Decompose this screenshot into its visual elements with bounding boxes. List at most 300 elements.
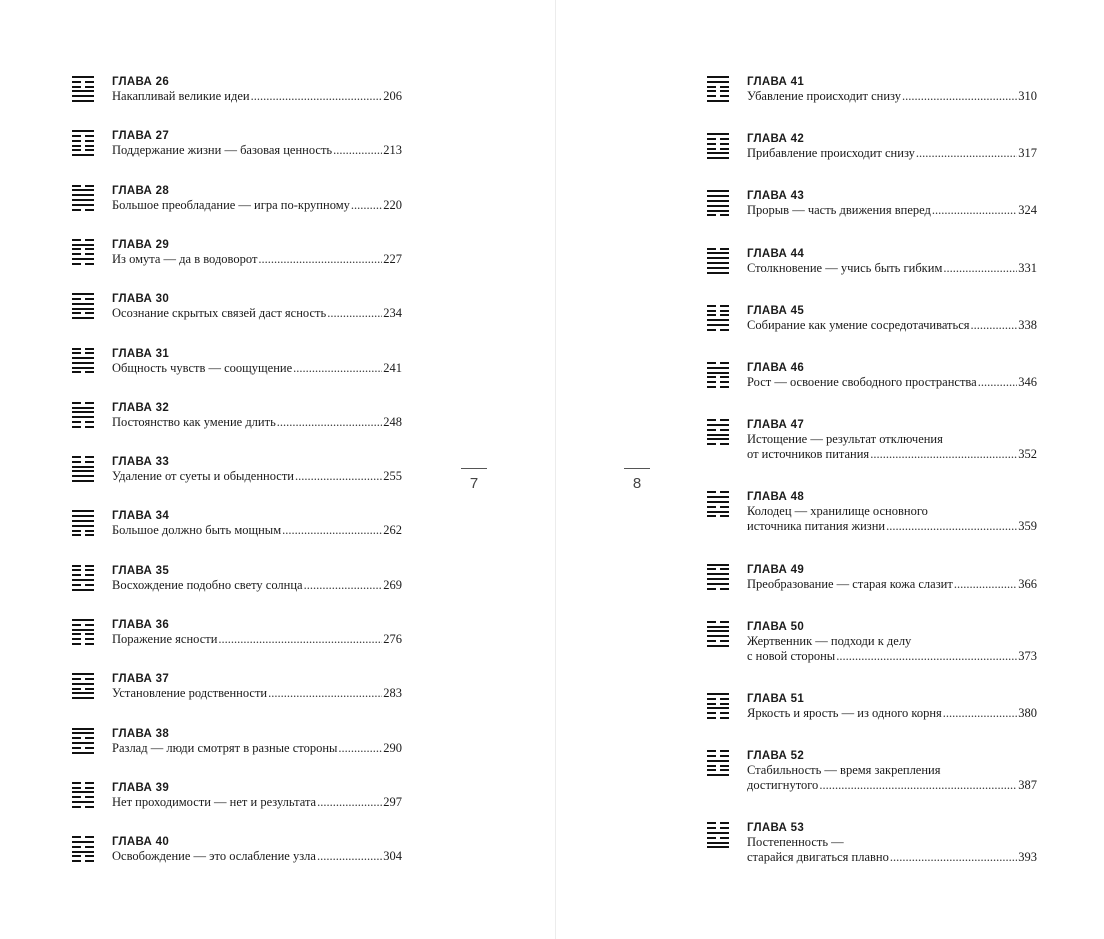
hexagram-icon (72, 456, 94, 482)
dot-leader (351, 198, 382, 213)
broken-line (707, 429, 729, 431)
chapter-title-row (112, 89, 402, 104)
entry-text (747, 247, 1037, 276)
hexagram-icon (707, 305, 729, 331)
hexagram-icon (72, 402, 94, 428)
hexagram-icon (72, 510, 94, 536)
solid-line (707, 564, 729, 566)
dot-leader (943, 706, 1017, 721)
broken-line (72, 140, 94, 142)
broken-line (72, 855, 94, 857)
solid-line (72, 589, 94, 591)
page-number: 387 (1018, 778, 1037, 793)
solid-line (72, 303, 94, 305)
page-number: 255 (383, 469, 402, 484)
page-number: 234 (383, 306, 402, 321)
broken-line (707, 386, 729, 388)
dot-leader (333, 143, 382, 158)
solid-line (707, 434, 729, 436)
hexagram-icon (72, 673, 94, 699)
chapter-title: Восхождение подобно свету солнца (112, 577, 303, 592)
solid-line (707, 81, 729, 83)
solid-line (72, 732, 94, 734)
dot-leader (327, 306, 382, 321)
broken-line (707, 381, 729, 383)
folio-rule (461, 468, 487, 469)
solid-line (707, 76, 729, 78)
broken-line (72, 149, 94, 151)
solid-line (72, 244, 94, 246)
chapter-title: Большое преобладание — игра по-крупному (112, 197, 350, 212)
chapter-label: ГЛАВА 33 (112, 456, 170, 469)
broken-line (707, 621, 729, 623)
chapter-label: ГЛАВА 37 (112, 673, 170, 686)
chapter-label: ГЛАВА 28 (112, 184, 170, 197)
solid-line (72, 199, 94, 201)
broken-line (72, 796, 94, 798)
broken-line (707, 362, 729, 364)
chapter-title-row (112, 252, 402, 267)
broken-line (707, 248, 729, 250)
chapter-label: ГЛАВА 41 (747, 76, 805, 88)
chapter-title-row (747, 447, 1037, 462)
entry-text (112, 184, 402, 213)
dot-leader (978, 375, 1018, 390)
broken-line (707, 717, 729, 719)
broken-line (707, 491, 729, 493)
broken-line (707, 148, 729, 150)
hexagram-icon (707, 822, 729, 848)
solid-line (707, 195, 729, 197)
entry-text (112, 618, 402, 647)
solid-line (72, 194, 94, 196)
hexagram-icon (707, 564, 729, 590)
broken-line (707, 86, 729, 88)
solid-line (72, 470, 94, 472)
chapter-label: ГЛАВА 53 (747, 822, 805, 835)
chapter-title: Поражение ясности (112, 632, 218, 646)
solid-line (72, 416, 94, 418)
chapter-title-row (112, 523, 402, 538)
broken-line (707, 314, 729, 316)
page-number: 324 (1018, 203, 1037, 218)
broken-line (72, 312, 94, 314)
solid-line (707, 501, 729, 503)
chapter-label: ГЛАВА 29 (112, 238, 170, 251)
broken-line (707, 822, 729, 824)
chapter-title-row (112, 143, 402, 158)
solid-line (72, 579, 94, 581)
broken-line (707, 698, 729, 700)
dot-leader (886, 519, 1017, 534)
folio-rule (624, 468, 650, 469)
solid-line (72, 293, 94, 295)
broken-line (707, 750, 729, 752)
chapter-title: Яркость и ярость — из одного корня (747, 706, 942, 720)
dot-leader (295, 469, 382, 484)
solid-line (72, 258, 94, 260)
broken-line (707, 827, 729, 829)
broken-line (72, 806, 94, 808)
left-page-folio (461, 468, 487, 492)
entry-text (112, 292, 402, 321)
solid-line (72, 466, 94, 468)
solid-line (72, 619, 94, 621)
chapter-title-row (747, 649, 1037, 664)
dot-leader (338, 741, 382, 756)
chapter-title-row (747, 519, 1037, 534)
broken-line (72, 624, 94, 626)
broken-line (72, 402, 94, 404)
page-number: 304 (383, 849, 402, 864)
hexagram-icon (707, 190, 729, 216)
hexagram-icon (72, 728, 94, 754)
broken-line (72, 239, 94, 241)
chapter-title-row (747, 375, 1037, 390)
solid-line (707, 842, 729, 844)
broken-line (707, 90, 729, 92)
chapter-title-row (112, 415, 402, 430)
page-number: 346 (1018, 375, 1037, 389)
broken-line (707, 640, 729, 642)
hexagram-icon (72, 348, 94, 374)
chapter-label: ГЛАВА 47 (747, 419, 805, 432)
chapter-label: ГЛАВА 40 (112, 836, 170, 849)
broken-line (72, 135, 94, 137)
entry-text (112, 672, 402, 701)
entry-text (747, 821, 1037, 865)
broken-line (707, 443, 729, 445)
broken-line (72, 248, 94, 250)
broken-line (72, 426, 94, 428)
broken-line (707, 765, 729, 767)
solid-line (707, 190, 729, 192)
broken-line (72, 860, 94, 862)
solid-line (72, 841, 94, 843)
chapter-title: Большое должно быть мощным (112, 523, 282, 538)
hexagram-icon (72, 565, 94, 591)
broken-line (72, 565, 94, 567)
chapter-title-row (112, 686, 402, 701)
hexagram-icon (72, 130, 94, 156)
chapter-title-row (112, 578, 402, 593)
solid-line (707, 257, 729, 259)
dot-leader (943, 261, 1017, 276)
solid-line (707, 210, 729, 212)
chapter-title-row (747, 778, 1037, 793)
solid-line (72, 189, 94, 191)
solid-line (72, 411, 94, 413)
dot-leader (317, 795, 382, 810)
broken-line (72, 145, 94, 147)
chapter-title-row (747, 706, 1037, 721)
entry-text (112, 238, 402, 267)
chapter-title: Собирание как умение сосредотачиваться (747, 317, 970, 332)
chapter-label: ГЛАВА 32 (112, 401, 170, 414)
broken-line (707, 376, 729, 378)
solid-line (72, 728, 94, 730)
page-number: 317 (1018, 146, 1037, 161)
broken-line (72, 574, 94, 576)
chapter-label: ГЛАВА 46 (747, 362, 805, 374)
broken-line (72, 569, 94, 571)
solid-line (72, 100, 94, 102)
solid-line (72, 475, 94, 477)
chapter-title: Разлад — люди смотрят в разные стороны (112, 740, 338, 755)
chapter-label: ГЛАВА 42 (747, 133, 805, 146)
page-number: 241 (383, 360, 402, 375)
hexagram-icon (707, 248, 729, 274)
solid-line (72, 154, 94, 156)
chapter-title: Нет проходимости — нет и результата (112, 794, 317, 809)
solid-line (707, 511, 729, 513)
entry-text (747, 304, 1037, 333)
solid-line (72, 791, 94, 793)
solid-line (72, 510, 94, 512)
solid-line (707, 367, 729, 369)
broken-line (707, 310, 729, 312)
broken-line (707, 419, 729, 421)
right-page-number: 8 (632, 475, 642, 492)
solid-line (72, 752, 94, 754)
solid-line (707, 372, 729, 374)
solid-line (72, 130, 94, 132)
page-number: 352 (1018, 447, 1037, 462)
dot-leader (836, 649, 1017, 664)
solid-line (707, 693, 729, 695)
chapter-title: Рост — освоение свободного пространства (747, 375, 977, 389)
chapter-label: ГЛАВА 45 (747, 304, 805, 317)
solid-line (72, 90, 94, 92)
broken-line (707, 755, 729, 757)
solid-line (72, 317, 94, 319)
page-number: 373 (1018, 648, 1037, 663)
solid-line (707, 267, 729, 269)
broken-line (707, 703, 729, 705)
broken-line (72, 584, 94, 586)
page-number: 227 (383, 251, 402, 266)
page-number: 283 (383, 686, 402, 701)
broken-line (72, 747, 94, 749)
hexagram-icon (707, 419, 729, 445)
chapter-title: Из омута — да в водоворот (112, 251, 258, 266)
solid-line (707, 578, 729, 580)
hexagram-icon (72, 619, 94, 645)
chapter-title: Установление родственности (112, 686, 268, 701)
solid-line (707, 832, 729, 834)
chapter-title-line: Постепенность — (747, 835, 844, 850)
solid-line (707, 573, 729, 575)
broken-line (707, 506, 729, 508)
dot-leader (277, 415, 382, 430)
dot-leader (819, 778, 1017, 793)
dot-leader (902, 89, 1017, 104)
entry-text (747, 692, 1037, 721)
solid-line (72, 95, 94, 97)
solid-line (72, 683, 94, 685)
chapter-label: ГЛАВА 36 (112, 619, 170, 631)
dot-leader (916, 146, 1017, 161)
chapter-title: Убавление происходит снизу (747, 89, 901, 103)
broken-line (72, 678, 94, 680)
chapter-label: ГЛАВА 34 (112, 510, 170, 523)
broken-line (72, 253, 94, 255)
chapter-title: источника питания жизни (747, 519, 886, 534)
entry-text (112, 564, 402, 593)
solid-line (72, 204, 94, 206)
broken-line (72, 530, 94, 532)
hexagram-icon (707, 133, 729, 159)
chapter-label: ГЛАВА 26 (112, 76, 170, 88)
broken-line (72, 263, 94, 265)
hexagram-icon (72, 293, 94, 319)
broken-line (72, 421, 94, 423)
solid-line (72, 692, 94, 694)
entry-text (747, 563, 1037, 592)
broken-line (72, 737, 94, 739)
chapter-title: от источников питания (747, 447, 870, 462)
entry-text (747, 490, 1037, 534)
chapter-title-row (747, 89, 1037, 104)
entry-text (112, 455, 402, 484)
solid-line (707, 205, 729, 207)
chapter-label: ГЛАВА 48 (747, 491, 805, 504)
entry-text (112, 727, 402, 756)
dot-leader (218, 632, 382, 647)
hexagram-icon (72, 76, 94, 102)
chapter-title-row (112, 632, 402, 647)
solid-line (72, 851, 94, 853)
solid-line (707, 774, 729, 776)
hexagram-icon (72, 239, 94, 265)
solid-line (707, 252, 729, 254)
broken-line (72, 86, 94, 88)
broken-line (72, 348, 94, 350)
broken-line (72, 638, 94, 640)
broken-line (72, 534, 94, 536)
page-number: 262 (383, 523, 402, 538)
chapter-label: ГЛАВА 44 (747, 247, 805, 260)
dot-leader (870, 447, 1017, 462)
dot-leader (268, 686, 382, 701)
chapter-title-line: Жертвенник — подходи к делу (747, 633, 912, 648)
page-number: 380 (1018, 706, 1037, 720)
page-number: 310 (1018, 89, 1037, 103)
solid-line (72, 362, 94, 364)
entry-text (112, 129, 402, 158)
broken-line (72, 461, 94, 463)
chapter-label: ГЛАВА 39 (112, 781, 170, 794)
broken-line (707, 95, 729, 97)
page-number: 297 (383, 794, 402, 809)
page-number: 366 (1018, 576, 1037, 591)
chapter-title-row (747, 850, 1037, 865)
broken-line (707, 515, 729, 517)
broken-line (72, 209, 94, 211)
chapter-title: достигнутого (747, 778, 819, 793)
page-number: 359 (1018, 519, 1037, 534)
broken-line (707, 568, 729, 570)
chapter-title: Удаление от суеты и обыденности (112, 469, 295, 484)
chapter-label: ГЛАВА 52 (747, 750, 805, 763)
page-number: 290 (383, 740, 402, 755)
solid-line (707, 324, 729, 326)
chapter-title: Прорыв — часть движения вперед (747, 203, 931, 218)
chapter-title-row (112, 306, 402, 321)
chapter-label: ГЛАВА 50 (747, 620, 805, 633)
page-number: 393 (1018, 850, 1037, 865)
hexagram-icon (707, 621, 729, 647)
dot-leader (293, 361, 382, 376)
left-page-number: 7 (469, 475, 479, 492)
chapter-title: старайся двигаться плавно (747, 850, 889, 865)
chapter-title-row (747, 577, 1037, 592)
chapter-title-row (747, 261, 1037, 276)
entry-text (747, 132, 1037, 161)
chapter-label: ГЛАВА 43 (747, 190, 805, 203)
dot-leader (971, 318, 1018, 333)
solid-line (707, 200, 729, 202)
dot-leader (317, 849, 382, 864)
chapter-title-row (747, 318, 1037, 333)
solid-line (72, 308, 94, 310)
entry-text (747, 620, 1037, 664)
solid-line (707, 846, 729, 848)
dot-leader (954, 577, 1017, 592)
dot-leader (890, 850, 1017, 865)
solid-line (707, 630, 729, 632)
page-number: 213 (383, 143, 402, 158)
solid-line (72, 76, 94, 78)
chapter-label: ГЛАВА 31 (112, 347, 170, 360)
chapter-title: Столкновение — учись быть гибким (747, 260, 943, 275)
solid-line (707, 262, 729, 264)
dot-leader (932, 203, 1017, 218)
page-number: 248 (383, 414, 402, 429)
entry-text (747, 361, 1037, 390)
chapter-title-row (112, 849, 402, 864)
chapter-title: Постоянство как умение длить (112, 414, 276, 429)
page-number: 338 (1018, 317, 1037, 332)
solid-line (707, 583, 729, 585)
solid-line (72, 697, 94, 699)
entry-text (747, 749, 1037, 793)
solid-line (72, 407, 94, 409)
hexagram-icon (72, 185, 94, 211)
page-number: 276 (383, 632, 402, 646)
chapter-title: с новой стороны (747, 648, 836, 663)
solid-line (707, 645, 729, 647)
entry-text (112, 347, 402, 376)
broken-line (72, 787, 94, 789)
hexagram-icon (72, 836, 94, 862)
broken-line (707, 837, 729, 839)
chapter-title-line: Колодец — хранилище основного (747, 504, 928, 519)
solid-line (72, 480, 94, 482)
solid-line (72, 801, 94, 803)
solid-line (72, 673, 94, 675)
chapter-title: Освобождение — это ослабление узла (112, 849, 316, 864)
dot-leader (251, 89, 383, 104)
broken-line (707, 329, 729, 331)
solid-line (707, 626, 729, 628)
solid-line (707, 760, 729, 762)
chapter-title-row (747, 203, 1037, 218)
broken-line (72, 81, 94, 83)
solid-line (72, 515, 94, 517)
entry-text (747, 75, 1037, 104)
solid-line (707, 133, 729, 135)
